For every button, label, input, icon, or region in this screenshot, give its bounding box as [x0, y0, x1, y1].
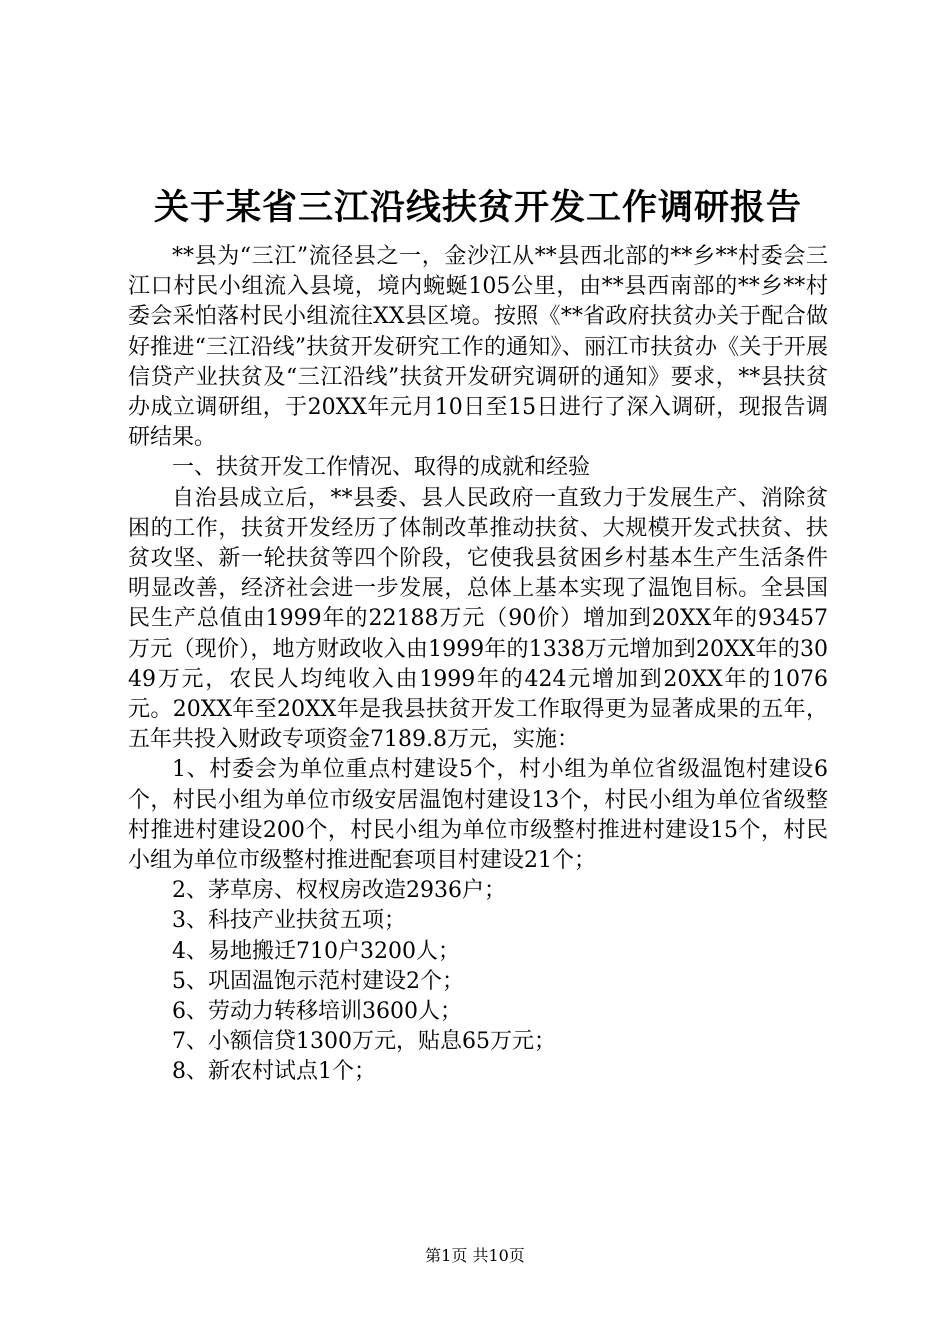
- list-item: 5、巩固温饱示范村建设2个；: [172, 968, 464, 994]
- section-heading: 一、扶贫开发工作情况、取得的成就和经验: [172, 455, 591, 481]
- body-paragraph: 自治县成立后，**县委、县人民政府一直致力于发展生产、消除贫困的工作，扶贫开发经历了体制改革推动扶贫、大规模开发式扶贫、扶贫攻坚、新一轮扶贫等四个阶段，它使我县贫困乡村基本生产生活条件明显改善，经济社会进一步发展，总体上基本实现了温饱目标。全县国民生产总值由1999年的22188万元（90价）增加到20XX年的93457万元（现价），地方财政收入由1999年的1338万元增加到20XX年的3049万元，农民人均纯收入由1999年的424元增加到20XX年的1076元。20XX年至20XX年是我县扶贫开发工作取得更为显著成果的五年，五年共投入财政专项资金7189.8万元，实施：: [128, 485, 828, 753]
- list-item: 7、小额信贷1300万元，贴息65万元；: [172, 1029, 556, 1055]
- list-item: 8、新农村试点1个；: [172, 1059, 376, 1085]
- page-number-footer: 第1页 共10页: [425, 1246, 525, 1265]
- list-item: 6、劳动力转移培训3600人；: [172, 999, 462, 1025]
- list-item: 3、科技产业扶贫五项；: [172, 908, 406, 934]
- intro-paragraph: **县为“三江”流径县之一，金沙江从**县西北部的**乡**村委会三江口村民小组流入县境，境内蜿蜒105公里，由**县西南部的**乡**村委会采怕落村民小组流往XX县区境。按照《**省政府扶贫办关于配合做好推进“三江沿线”扶贫开发研究工作的通知》、丽江市扶贫办《关于开展信贷产业扶贫及“三江沿线”扶贫开发研究调研的通知》要求，**县扶贫办成立调研组，于20XX年元月10日至15日进行了深入调研，现报告调研结果。: [128, 244, 828, 451]
- list-item: 1、村委会为单位重点村建设5个，村小组为单位省级温饱村建设6个，村民小组为单位市级安居温饱村建设13个，村民小组为单位省级整村推进村建设200个，村民小组为单位市级整村推进村建设15个，村民小组为单位市级整村推进配套项目村建设21个；: [128, 757, 828, 874]
- document-page: [128, 180, 828, 1088]
- document-title: 关于某省三江沿线扶贫开发工作调研报告: [153, 187, 802, 228]
- list-item: 4、易地搬迁710户3200人；: [172, 938, 460, 964]
- list-item: 2、茅草房、杈杈房改造2936户；: [172, 878, 506, 904]
